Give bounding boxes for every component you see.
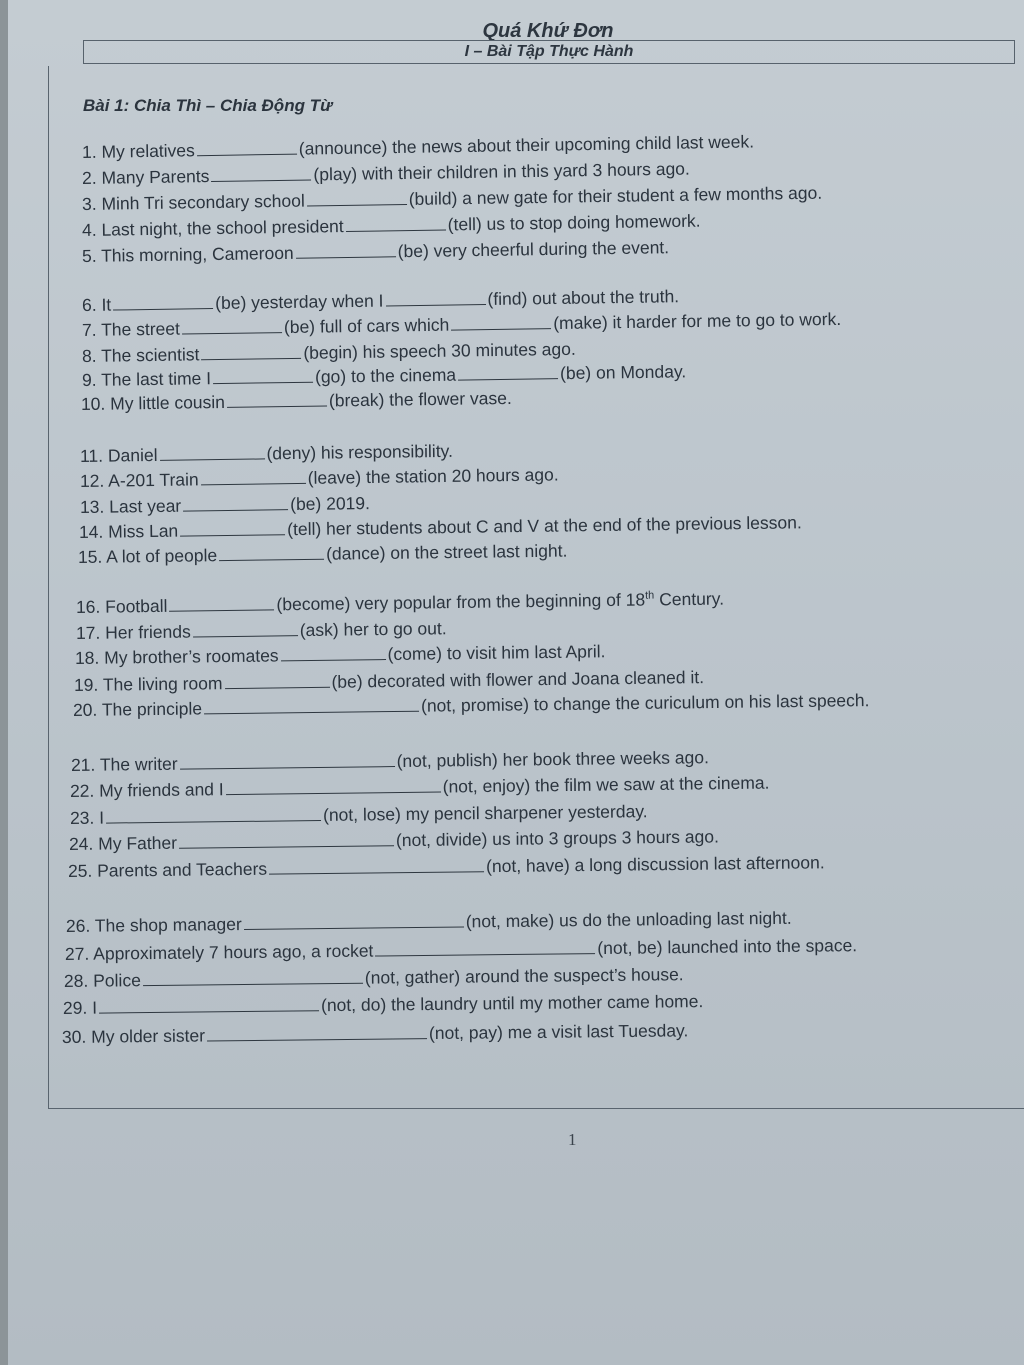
question-text-after: (play) with their children in this yard 3 hours ago. (313, 158, 690, 185)
question-number: 5. (81, 245, 97, 266)
question-number: 21. (70, 754, 96, 775)
answer-blank[interactable] (99, 996, 319, 1013)
question-text-before: Many Parents (101, 166, 210, 188)
subtitle-box (83, 40, 1015, 64)
question-text-after: (make) it harder for me to go to work. (553, 308, 842, 334)
question-text-before: My little cousin (110, 391, 226, 414)
question-text-before: The shop manager (94, 914, 242, 936)
answer-blank[interactable] (280, 645, 385, 661)
page-title: Quá Khứ Đơn (482, 20, 614, 42)
question-number: 16. (75, 596, 101, 617)
question-number: 6. (81, 294, 97, 315)
question-text-before: I (99, 807, 105, 828)
question-number: 28. (63, 970, 89, 991)
question-text-after: (break) the flower vase. (328, 387, 512, 411)
question-number: 30. (61, 1026, 87, 1047)
page-number: 1 (568, 1130, 577, 1149)
answer-blank[interactable] (180, 520, 285, 536)
question-number: 25. (67, 860, 93, 881)
question-text-before: The last time I (101, 368, 212, 390)
question-text-after: Century. (654, 588, 725, 610)
question-number: 2. (81, 167, 97, 188)
question-number: 23. (69, 807, 95, 828)
question-text-before: A lot of people (106, 545, 218, 567)
question-number: 29. (62, 997, 88, 1018)
question-text-before: The living room (102, 673, 223, 695)
question-text-before: My Father (98, 832, 178, 854)
answer-blank[interactable] (244, 912, 464, 929)
question-number: 12. (79, 470, 105, 491)
question-text-after: (not, do) the laundry until my mother came home. (320, 991, 704, 1016)
superscript: th (644, 589, 655, 602)
question-text-before: Last night, the school president (101, 216, 344, 240)
question-number: 14. (78, 521, 104, 542)
question-text-before: I (92, 997, 98, 1018)
question-text-after: (find) out about the truth. (487, 286, 680, 309)
question-number: 7. (81, 319, 97, 340)
question-text-after: (not, publish) her book three weeks ago. (396, 747, 710, 772)
question-number: 11. (79, 445, 104, 466)
answer-blank[interactable] (159, 444, 264, 460)
answer-blank[interactable] (106, 806, 321, 824)
question-text-after: (announce) the news about their upcoming child last week. (298, 131, 755, 159)
answer-blank[interactable] (375, 939, 595, 956)
question-text-after: (tell) us to stop doing homework. (447, 210, 701, 235)
answer-blank[interactable] (346, 215, 446, 232)
question-text-before: The writer (99, 753, 178, 775)
answer-blank[interactable] (211, 165, 311, 182)
question-number: 15. (77, 546, 103, 567)
question-text-before: My brother’s roomates (104, 645, 279, 668)
question-text-before: The principle (101, 698, 203, 720)
question-number: 27. (64, 943, 90, 964)
question-number: 13. (79, 496, 105, 517)
page-subtitle: I – Bài Tập Thực Hành (464, 43, 634, 60)
question-text-before: Last year (109, 495, 182, 517)
question-item (80, 493, 370, 518)
answer-blank[interactable] (169, 595, 274, 611)
question-text-after: (begin) his speech 30 minutes ago. (303, 338, 576, 363)
answer-blank[interactable] (201, 344, 301, 360)
answer-blank[interactable] (180, 752, 395, 770)
question-text-before: This morning, Cameroon (100, 242, 294, 266)
question-number: 3. (81, 193, 97, 214)
question-text-after: (be) decorated with flower and Joana cleaned it. (331, 667, 705, 692)
question-text-after: (dance) on the street last night. (325, 540, 568, 564)
question-number: 17. (75, 622, 101, 643)
question-text-after: (not, pay) me a visit last Tuesday. (428, 1020, 689, 1044)
question-text-after: (be) very cheerful during the event. (397, 237, 670, 262)
question-text-before: Daniel (107, 444, 158, 466)
question-text-after: (leave) the station 20 hours ago. (307, 464, 559, 488)
answer-blank[interactable] (213, 368, 313, 384)
question-number: 4. (81, 219, 97, 240)
question-text-before: Miss Lan (108, 520, 179, 542)
question-text-before: Approximately 7 hours ago, a rocket (93, 940, 374, 964)
question-text-before: Her friends (105, 621, 191, 643)
question-text-before: A-201 Train (108, 469, 199, 491)
question-text-before: Parents and Teachers (97, 858, 268, 881)
answer-blank[interactable] (182, 318, 282, 334)
question-text-before: Football (105, 595, 168, 617)
question-text-after: (tell) her students about C and V at the end of the previous lesson. (287, 512, 802, 540)
answer-blank[interactable] (224, 673, 329, 689)
answer-blank[interactable] (207, 1024, 427, 1041)
answer-blank[interactable] (197, 140, 297, 157)
question-text-after: (not, enjoy) the film we saw at the cinema. (442, 772, 770, 797)
answer-blank[interactable] (219, 545, 324, 561)
question-text-after: (become) very popular from the beginning of 18 (276, 589, 646, 615)
answer-blank[interactable] (204, 697, 419, 715)
question-text-after: (deny) his responsibility. (266, 440, 454, 464)
question-text-after: (not, be) launched into the space. (597, 935, 858, 959)
answer-blank[interactable] (451, 314, 551, 330)
question-number: 24. (68, 833, 94, 854)
question-text-after: (be) 2019. (290, 493, 371, 515)
worksheet-page (8, 0, 1024, 1365)
question-text-before: My older sister (91, 1025, 206, 1047)
question-text-before: It (101, 294, 112, 315)
question-text-before: Police (93, 970, 141, 991)
question-number: 22. (69, 780, 95, 801)
question-text-before: My relatives (101, 140, 195, 162)
question-text-after: (not, make) us do the unloading last night. (465, 907, 792, 932)
question-number: 19. (73, 674, 99, 695)
answer-blank[interactable] (143, 969, 363, 986)
question-text-after: (ask) her to go out. (299, 618, 447, 641)
question-text-before: The scientist (101, 344, 200, 366)
question-text-before: My friends and I (99, 779, 224, 801)
question-number: 1. (81, 141, 97, 162)
answer-blank[interactable] (296, 242, 396, 258)
question-text-after: (not, promise) to change the curiculum on his last speech. (420, 690, 870, 716)
question-text-middle: (be) yesterday when I (215, 290, 384, 314)
question-text-after: (not, lose) my pencil sharpener yesterday. (322, 801, 648, 825)
question-text-before: Minh Tri secondary school (101, 190, 305, 214)
question-number: 18. (74, 647, 100, 668)
question-text-before: The street (101, 318, 181, 340)
question-text-after: (not, divide) us into 3 groups 3 hours ago. (395, 826, 720, 851)
question-text-after: (be) on Monday. (559, 361, 687, 384)
question-text-middle: (go) to the cinema (314, 364, 457, 387)
answer-blank[interactable] (193, 621, 298, 637)
answer-blank[interactable] (269, 857, 484, 874)
answer-blank[interactable] (226, 778, 441, 796)
question-number: 9. (81, 369, 97, 390)
answer-blank[interactable] (183, 495, 288, 511)
question-text-after: (not, gather) around the suspect’s house. (364, 964, 684, 988)
exercise-heading: Bài 1: Chia Thì – Chia Động Từ (83, 96, 333, 115)
answer-blank[interactable] (227, 392, 327, 408)
question-text-after: (not, have) a long discussion last afternoon. (485, 852, 825, 877)
question-text-after: (come) to visit him last April. (387, 641, 606, 665)
question-text-after: (build) a new gate for their student a few months ago. (408, 182, 823, 209)
question-number: 10. (80, 393, 106, 414)
question-text-middle: (be) full of cars which (283, 314, 450, 338)
answer-blank[interactable] (385, 290, 485, 306)
question-number: 8. (81, 345, 97, 366)
answer-blank[interactable] (307, 190, 407, 207)
answer-blank[interactable] (179, 831, 394, 849)
answer-blank[interactable] (201, 469, 306, 485)
answer-blank[interactable] (113, 294, 213, 310)
answer-blank[interactable] (458, 364, 558, 380)
question-number: 20. (72, 699, 98, 720)
question-number: 26. (65, 915, 91, 936)
